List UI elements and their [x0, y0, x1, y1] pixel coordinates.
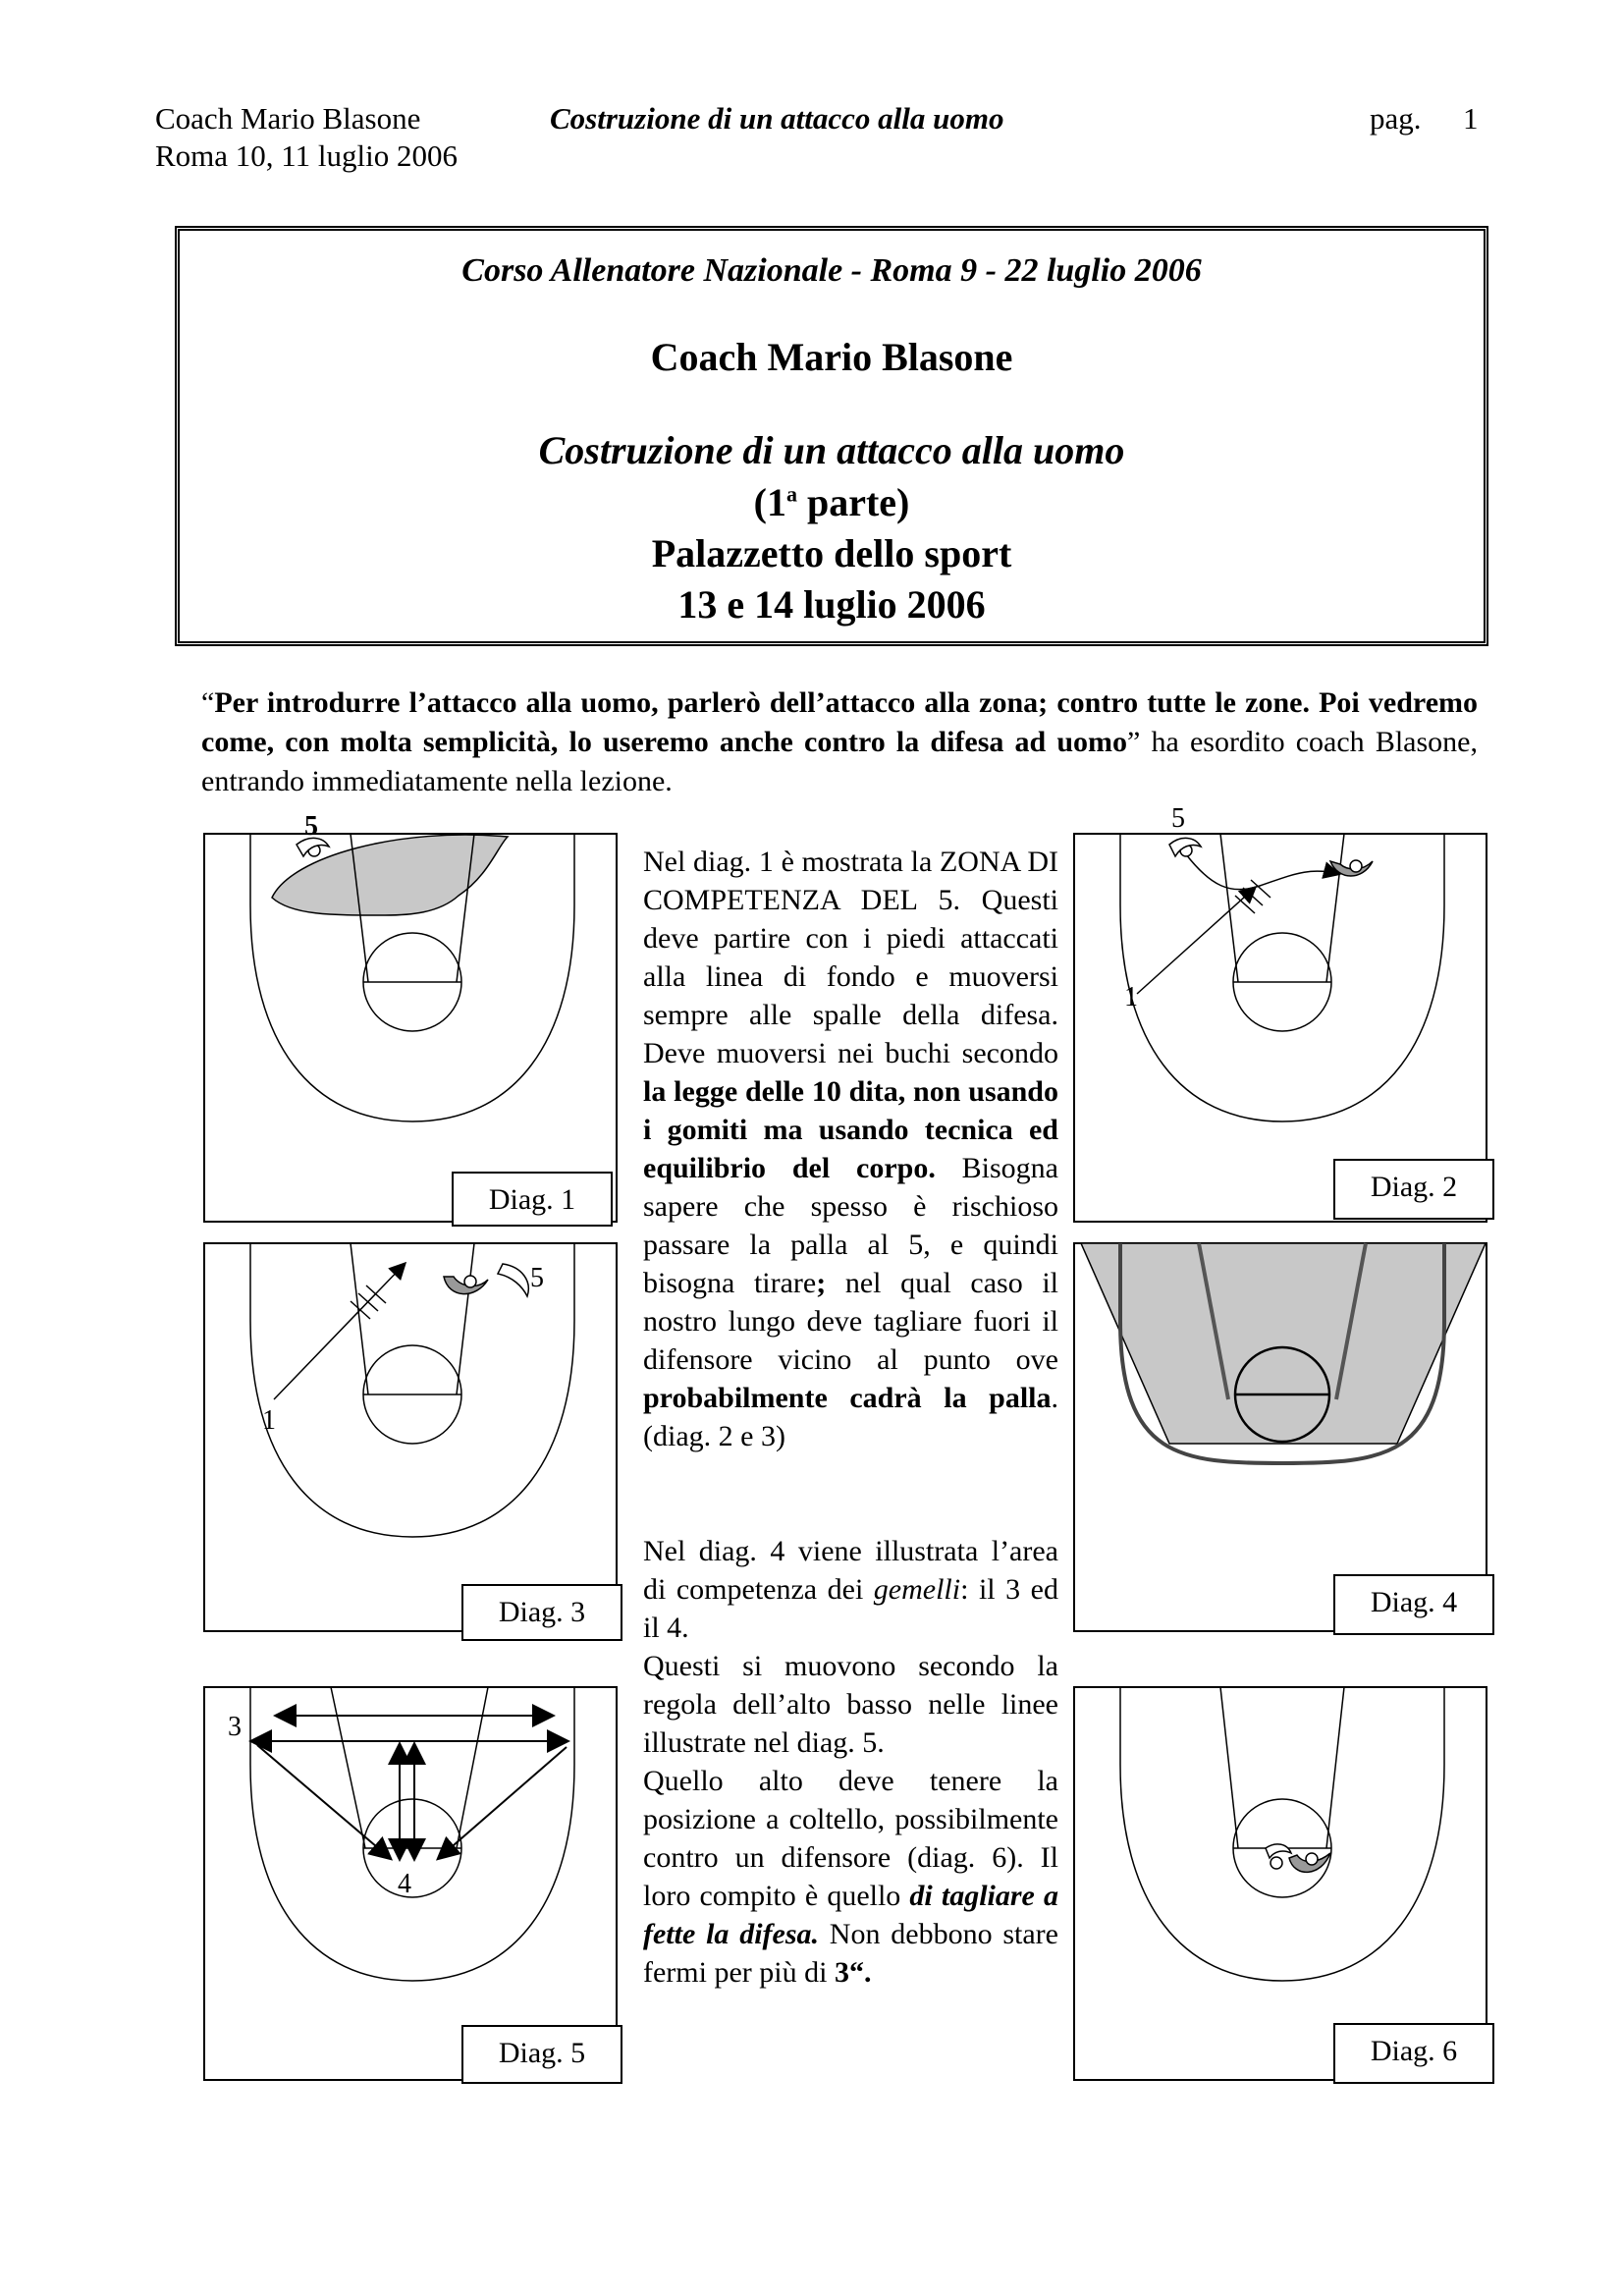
- part-close: parte): [796, 480, 910, 524]
- diagram-caption: Diag. 5: [461, 2025, 622, 2084]
- player-label: 1: [1124, 982, 1138, 1012]
- player-label: 5: [530, 1263, 544, 1293]
- lesson-date: 13 e 14 luglio 2006: [677, 582, 986, 627]
- p3: Questi si muovono secondo la regola dell’alto basso nelle linee illustrate nel diag. 5.: [643, 1650, 1058, 1759]
- diagram-6: [1073, 1686, 1492, 2084]
- diagram-2: [1073, 803, 1492, 1225]
- paragraph-diag-1: [643, 843, 1058, 1455]
- diagram-3: [203, 1242, 622, 1635]
- diagram-caption: Diag. 6: [1333, 2023, 1494, 2084]
- player-label: 3: [228, 1712, 242, 1742]
- player-label: 1: [262, 1405, 276, 1436]
- p1-b: la legge delle 10 dita, non usando i gomiti ma usando tecnica ed equilibrio del corpo.: [643, 1075, 1058, 1184]
- p1-e: nel qual caso il nostro lungo deve tagliare fuori il difensore vicino al punto ove: [643, 1267, 1058, 1376]
- p4-d: 3“.: [834, 1956, 872, 1989]
- lesson-part: [180, 479, 1484, 525]
- header-page-number: 1: [1463, 101, 1479, 136]
- diagram-caption: Diag. 3: [461, 1584, 622, 1641]
- header-date: Roma 10, 11 luglio 2006: [155, 138, 458, 173]
- p1-f: probabilmente cadrà la palla: [643, 1382, 1052, 1414]
- p1-g: .(diag. 2 e 3): [643, 1382, 1058, 1452]
- player-label: 4: [398, 1869, 411, 1899]
- intro-quote-open: “: [201, 686, 215, 719]
- title-box: [175, 226, 1488, 646]
- p1-a: Nel diag. 1 è mostrata la ZONA DI COMPETENZA DEL 5. Questi deve partire con i piedi attaccati alla linea di fondo e muoversi sempre alle spalle della difesa. Deve muoversi nei buchi secondo: [643, 846, 1058, 1069]
- intro-quote-close: ” ha esordito coach Blasone, entrando immediatamente nella lezione.: [201, 726, 1478, 797]
- diagram-5: [203, 1686, 622, 2084]
- p4-b: di tagliare a fette la difesa.: [643, 1880, 1058, 1950]
- p2-c: : il 3 ed il 4.: [643, 1573, 1058, 1644]
- p1-d: ;: [816, 1267, 827, 1299]
- part-open: (1: [753, 480, 786, 524]
- header-page-label: pag.: [1370, 101, 1422, 136]
- diagram-1: [203, 811, 622, 1225]
- p2-a: Nel diag. 4 viene illustrata l’area di competenza dei: [643, 1535, 1058, 1606]
- player-label: 5: [304, 811, 318, 842]
- p4-c: Non debbono stare fermi per più di: [643, 1918, 1058, 1989]
- diagram-caption: Diag. 1: [452, 1172, 613, 1227]
- venue: Palazzetto dello sport: [651, 531, 1012, 575]
- part-sup: a: [785, 481, 797, 507]
- diagram-caption: Diag. 4: [1333, 1574, 1494, 1635]
- header-title: Costruzione di un attacco alla uomo: [550, 101, 1004, 136]
- coach-name: Coach Mario Blasone: [650, 335, 1013, 379]
- p4-a: Quello alto deve tenere la posizione a coltello, possibilmente contro un difensore (diag. 6). Il loro compito è quello: [643, 1765, 1058, 1912]
- p2-b: gemelli: [873, 1573, 961, 1606]
- header-author: Coach Mario Blasone: [155, 101, 421, 136]
- intro-quote-bold: Per introdurre l’attacco alla uomo, parlerò dell’attacco alla zona; contro tutte le zone. Poi vedremo come, con molta semplicità, lo useremo anche contro la difesa ad uomo: [201, 686, 1478, 758]
- player-label: 5: [1171, 803, 1185, 834]
- lesson-title: Costruzione di un attacco alla uomo: [538, 428, 1125, 472]
- intro-paragraph: [201, 683, 1478, 801]
- course-title: Corso Allenatore Nazionale - Roma 9 - 22 luglio 2006: [461, 252, 1202, 289]
- diagram-caption: Diag. 2: [1333, 1159, 1494, 1220]
- paragraph-diag-4: [643, 1532, 1058, 1992]
- diagram-4: [1073, 1242, 1492, 1635]
- p1-c: Bisogna sapere che spesso è rischioso passare la palla al 5, e quindi bisogna tirare: [643, 1152, 1058, 1299]
